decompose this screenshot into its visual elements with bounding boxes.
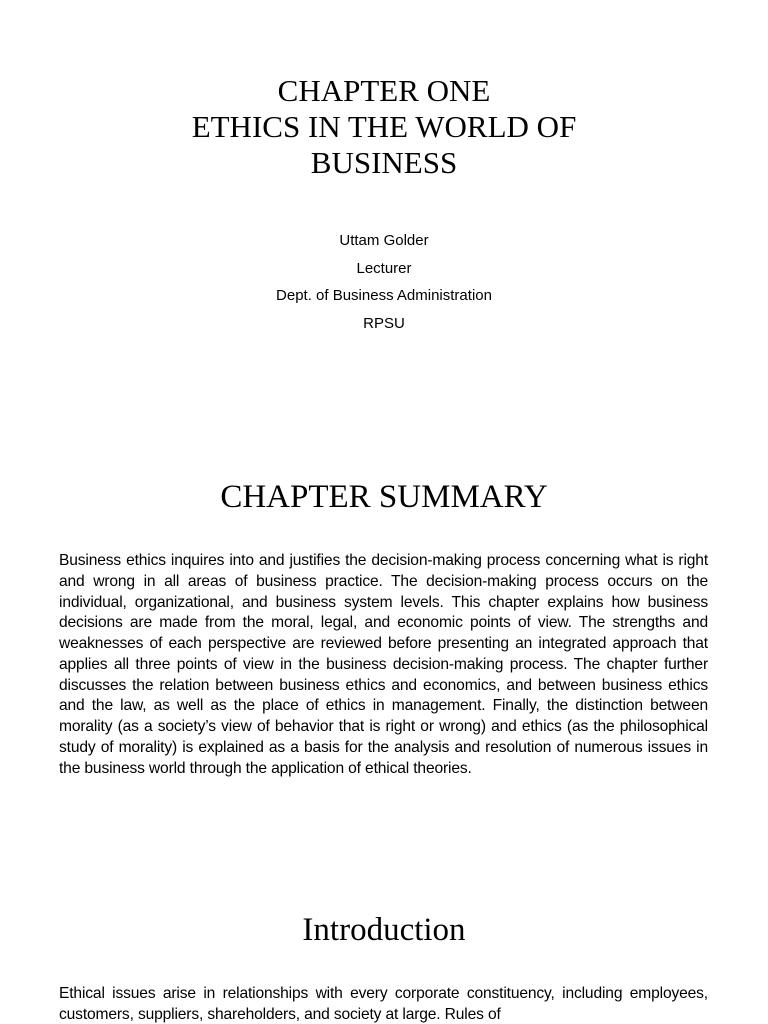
author-department: Dept. of Business Administration — [276, 287, 492, 304]
introduction-heading: Introduction — [302, 912, 466, 948]
chapter-summary-paragraph: Business ethics inquires into and justifies the decision-making process concerning what is right and wrong in all areas of business practice. The decision-making process occurs on the individual, organizational, and business system levels. This chapter explains how business decisions are made from the moral, legal, and economic points of view. The strengths and weaknesses of each perspective are reviewed before presenting an integrated approach that applies all three points of view in the business decision-making process. The chapter further discusses the relation between business ethics and economics, and between business ethics and the law, as well as the place of ethics in management. Finally, the distinction between morality (as a society’s view of behavior that is right or wrong) and ethics (as the philosophical study of morality) is explained as a basis for the analysis and resolution of numerous issues in the business world through the application of ethical theories. — [59, 552, 708, 777]
author-block — [0, 227, 768, 337]
chapter-title-line: BUSINESS — [310, 145, 458, 180]
chapter-summary-heading: CHAPTER SUMMARY — [220, 479, 548, 515]
author-position: Lecturer — [356, 259, 412, 277]
chapter-title-line: CHAPTER ONE — [277, 73, 491, 108]
chapter-title — [0, 73, 768, 181]
author-institution: RPSU — [363, 314, 405, 332]
introduction-paragraph: Ethical issues arise in relationships with every corporate constituency, including employees, customers, suppliers, shareholders, and society at large. Rules of — [59, 985, 708, 1023]
chapter-title-line: ETHICS IN THE WORLD OF — [191, 109, 577, 144]
author-name: Uttam Golder — [339, 232, 429, 249]
